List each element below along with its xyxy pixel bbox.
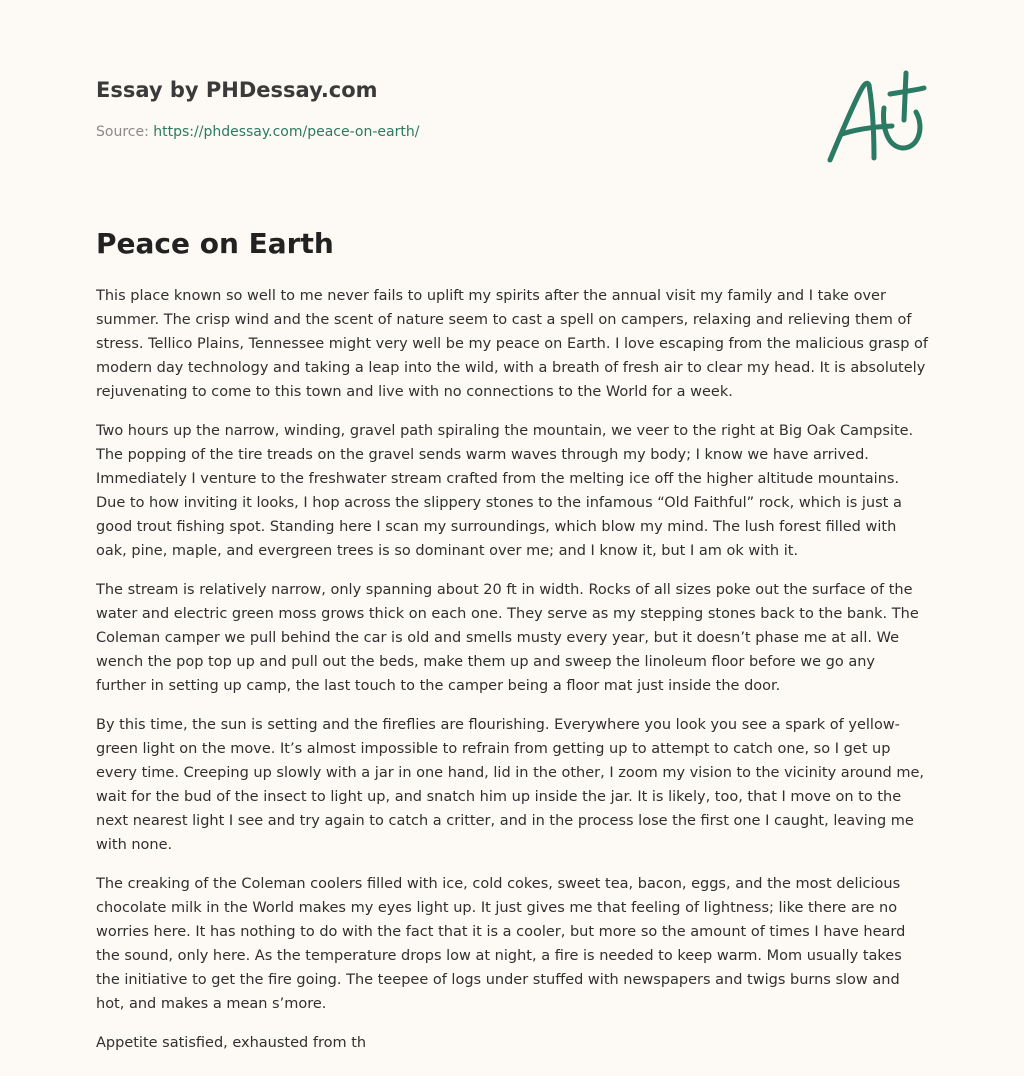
site-brand: Essay by PHDessay.com: [96, 78, 378, 102]
essay-header: [96, 72, 816, 142]
essay-paragraph: The creaking of the Coleman coolers filled with ice, cold cokes, sweet tea, bacon, eggs, and the most delicious chocolate milk in the World makes my eyes light up. It just gives me that feeling of lightness; like there are no worries here. It has nothing to do with the fact that it is a cooler, but more so the amount of times I have heard the sound, only here. As the temperature drops low at night, a fire is needed to keep warm. Mom usually takes the initiative to get the fire going. The teepee of logs under stuffed with newspapers and twigs burns slow and hot, and makes a mean s’more.: [96, 876, 906, 1012]
source-link[interactable]: https://phdessay.com/peace-on-earth/: [153, 124, 420, 140]
essay-body: [96, 284, 928, 1070]
essay-paragraph: By this time, the sun is setting and the fireflies are flourishing. Everywhere you look you see a spark of yellow-green light on the move. It’s almost impossible to refrain from getting up to attempt to catch one, so I get up every time. Creeping up slowly with a jar in one hand, lid in the other, I zoom my vision to the vicinity around me, wait for the bud of the insect to light up, and snatch him up inside the jar. It is likely, too, that I move on to the next nearest light I see and try again to catch a critter, and in the process lose the first one I caught, leaving me with none.: [96, 717, 925, 853]
essay-paragraph: Two hours up the narrow, winding, gravel path spiraling the mountain, we veer to the right at Big Oak Campsite. The popping of the tire treads on the gravel sends warm waves through my body; I know we have arrived. Immediately I venture to the freshwater stream crafted from the melting ice off the higher altitude mountains. Due to how inviting it looks, I hop across the slippery stones to the infamous “Old Faithful” rock, which is just a good trout fishing spot. Standing here I scan my surroundings, which blow my mind. The lush forest filled with oak, pine, maple, and evergreen trees is so dominant over me; and I know it, but I am ok with it.: [96, 423, 914, 559]
source-label: Source:: [96, 124, 149, 140]
essay-paragraph: This place known so well to me never fails to uplift my spirits after the annual visit my family and I take over summer. The crisp wind and the scent of nature seem to cast a spell on campers, relaxing and relieving them of stress. Tellico Plains, Tennessee might very well be my peace on Earth. I love escaping from the malicious grasp of modern day technology and taking a leap into the wild, with a breath of fresh air to clear my head. It is absolutely rejuvenating to come to this town and live with no connections to the World for a week.: [96, 288, 928, 400]
essay-paragraph-truncated: Appetite satisfied, exhausted from th: [96, 1035, 367, 1051]
a-plus-logo-icon: [820, 68, 930, 166]
essay-title: Peace on Earth: [96, 227, 334, 260]
essay-paragraph: The stream is relatively narrow, only spanning about 20 ft in width. Rocks of all sizes poke out the surface of the water and electric green moss grows thick on each one. They serve as my stepping stones back to the bank. The Coleman camper we pull behind the car is old and smells musty every year, but it doesn’t phase me at all. We wench the pop top up and pull out the beds, make them up and sweep the linoleum floor before we go any further in setting up camp, the last touch to the camper being a floor mat just inside the door.: [96, 582, 919, 694]
source-line: [96, 122, 816, 142]
